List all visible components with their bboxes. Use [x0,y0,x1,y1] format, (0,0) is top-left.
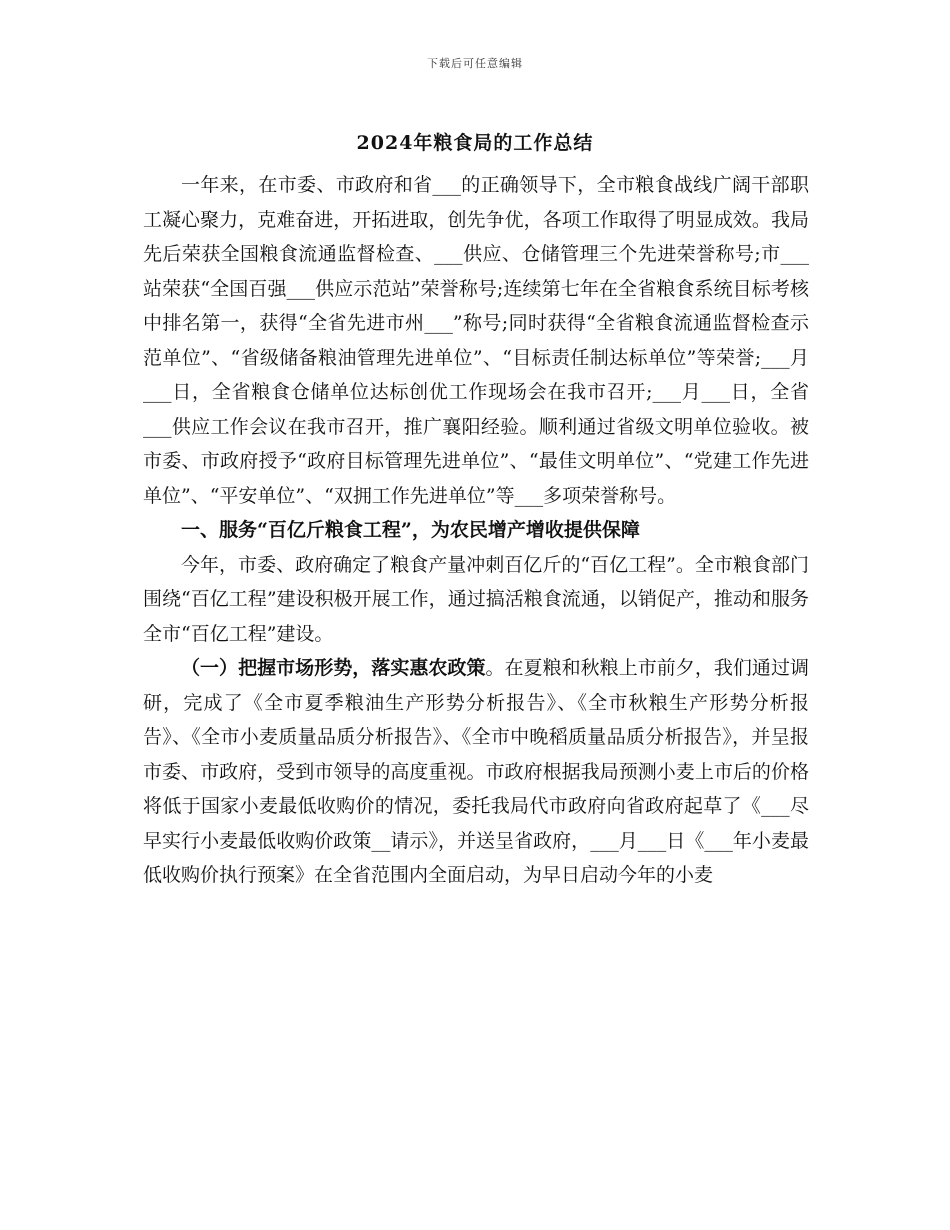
section-1-paragraph: 今年，市委、政府确定了粮食产量冲刺百亿斤的“百亿工程”。全市粮食部门围绕“百亿工程”建设积极开展工作，通过搞活粮食流通，以销促产，推动和服务全市“百亿工程”建设。 [143,553,809,645]
document-title: 2024年粮食局的工作总结 [356,132,594,154]
subsection-1-heading: （一）把握市场形势，落实惠农政策 [181,657,486,679]
intro-paragraph: 一年来，在市委、市政府和省___的正确领导下，全市粮食战线广阔干部职工凝心聚力，克难奋进，开拓进取，创先争优，各项工作取得了明显成效。我局先后荣获全国粮食流通监督检查、___供应、仓储管理三个先进荣誉称号;市___站荣获“全国百强___供应示范站”荣誉称号;连续第七年在全省粮食系统目标考核中排名第一，获得“全省先进市州___”称号;同时获得“全省粮食流通监督检查示范单位”、“省级储备粮油管理先进单位”、“目标责任制达标单位”等荣誉;___月___日，全省粮食仓储单位达标创优工作现场会在我市召开;___月___日，全省___供应工作会议在我市召开，推广襄阳经验。顺利通过省级文明单位验收。被市委、市政府授予“政府目标管理先进单位”、“最佳文明单位”、“党建工作先进单位”、“平安单位”、“双拥工作先进单位”等___多项荣誉称号。 [143,174,809,507]
subsection-1-paragraph [143,651,809,893]
subsection-1-text: 。在夏粮和秋粮上市前夕，我们通过调研，完成了《全市夏季粮油生产形势分析报告》、《全市秋粮生产形势分析报告》、《全市小麦质量品质分析报告》、《全市中晚稻质量品质分析报告》，并呈报市委、市政府，受到市领导的高度重视。市政府根据我局预测小麦上市后的价格将低于国家小麦最低收购价的情况，委托我局代市政府向省政府起草了《___尽早实行小麦最低收购价政策__请示》，并送呈省政府，___月___日《___年小麦最低收购价执行预案》在全省范围内全面启动，为早日启动今年的小麦 [143,657,809,886]
document-body [143,168,809,893]
section-1-heading: 一、服务“百亿斤粮食工程”，为农民增产增收提供保障 [181,519,640,541]
header-note: 下载后可任意编辑 [427,57,523,70]
